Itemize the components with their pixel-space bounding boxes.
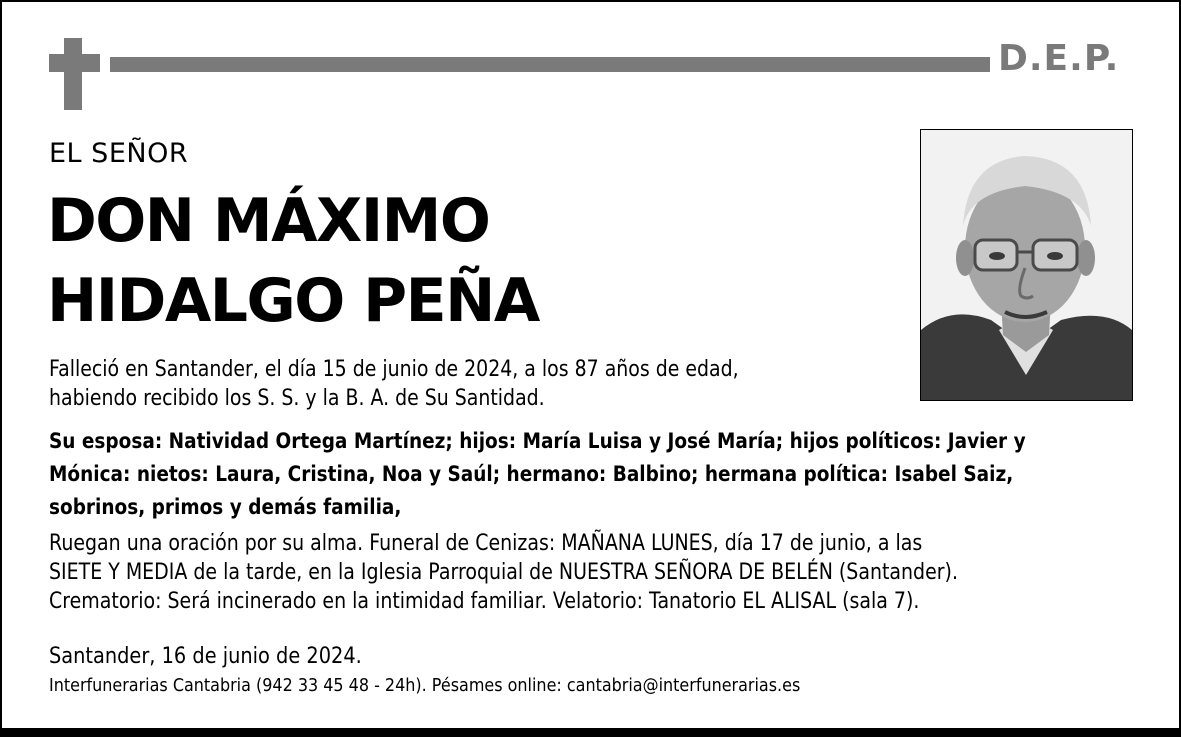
dep-heading: D.E.P. xyxy=(998,38,1120,79)
funeral-home-contact xyxy=(49,672,895,700)
place-date xyxy=(49,642,405,671)
family-paragraph xyxy=(49,425,1159,524)
family-line: sobrinos, primos y demás familia, xyxy=(49,495,402,519)
funeral-line: Crematorio: Será incinerado en la intimidad familiar. Velatorio: Tanatorio EL ALISAL (sala 7). xyxy=(49,589,920,614)
honorific-label: EL SEÑOR xyxy=(49,138,189,169)
death-line: Falleció en Santander, el día 15 de junio de 2024, a los 87 años de edad, xyxy=(49,357,739,382)
deceased-name-line1: DON MÁXIMO xyxy=(47,186,490,256)
death-paragraph xyxy=(49,355,851,413)
family-line: Mónica: nietos: Laura, Cristina, Noa y Saúl; hermano: Balbino; hermana política: Isabel Saiz, xyxy=(49,462,1014,486)
deceased-name-line2: HIDALGO PEÑA xyxy=(47,266,539,336)
cross-icon xyxy=(64,38,82,110)
portrait-photo xyxy=(920,129,1133,401)
funeral-paragraph xyxy=(49,529,1104,616)
funeral-line: Ruegan una oración por su alma. Funeral de Cenizas: MAÑANA LUNES, día 17 de junio, a las xyxy=(49,531,923,556)
cross-icon-bar xyxy=(49,54,100,72)
funeral-line: SIETE Y MEDIA de la tarde, en la Iglesia Parroquial de NUESTRA SEÑORA DE BELÉN (Santander). xyxy=(49,560,958,585)
contact-text: Interfunerarias Cantabria (942 33 45 48 - 24h). Pésames online: cantabria@interfunerarias.es xyxy=(49,675,801,696)
death-line: habiendo recibido los S. S. y la B. A. de Su Santidad. xyxy=(49,386,545,411)
portrait-image xyxy=(921,130,1132,400)
header-rule xyxy=(110,57,990,72)
family-line: Su esposa: Natividad Ortega Martínez; hijos: María Luisa y José María; hijos políticos: Javier y xyxy=(49,429,1026,453)
place-date-text: Santander, 16 de junio de 2024. xyxy=(49,644,362,669)
